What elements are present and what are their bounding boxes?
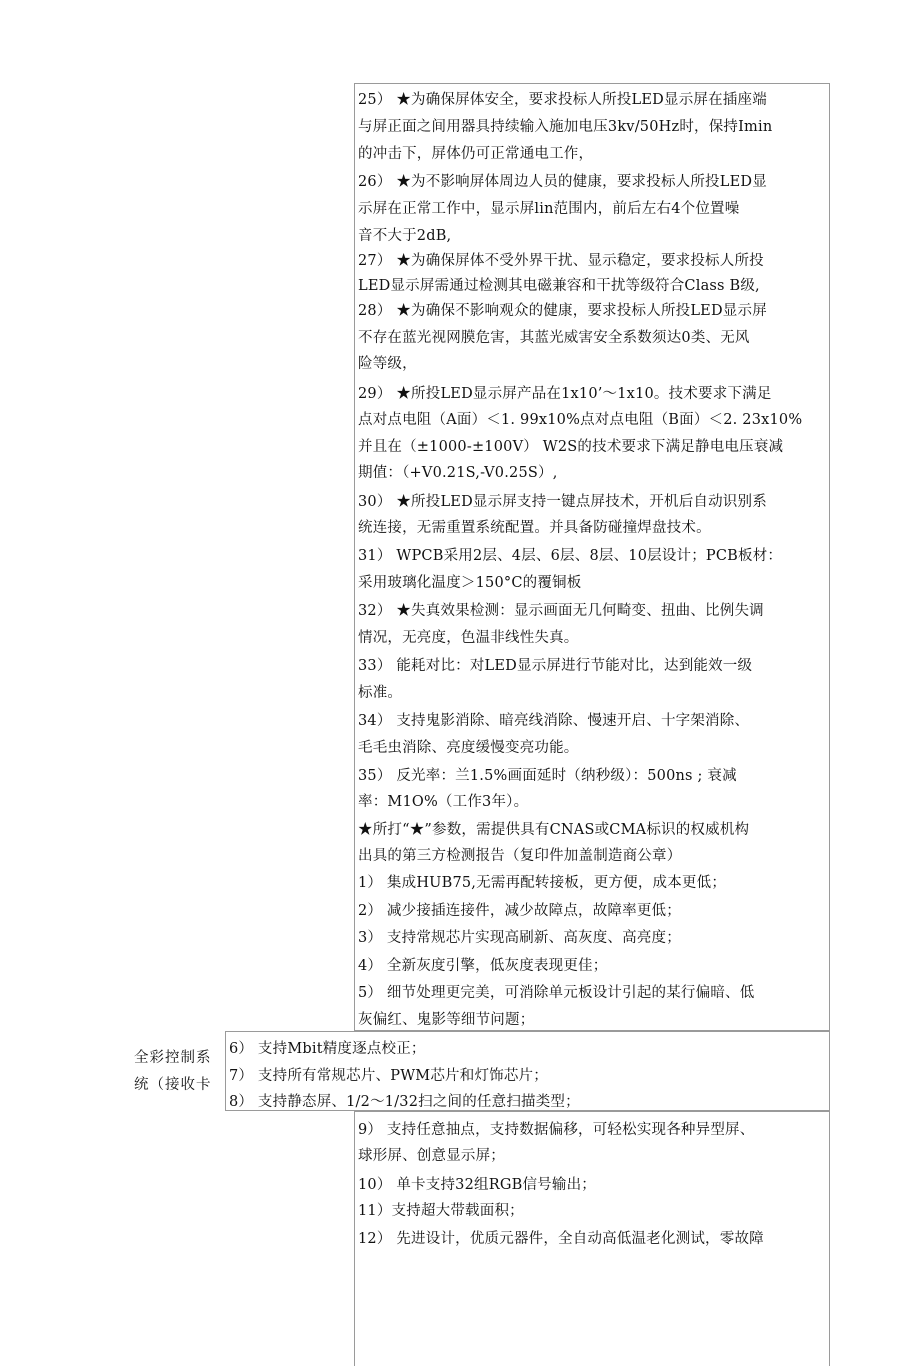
spec-line: 27） ★为确保屏体不受外界干扰、显示稳定，要求投标人所投 <box>358 253 764 269</box>
spec-line: 的冲击下，屏体仍可正常通电工作， <box>358 146 594 162</box>
spec-line: 32） ★失真效果检测：显示画面无几何畸变、扭曲、比例失调 <box>358 603 764 619</box>
spec-line: 情况，无亮度，色温非线性失真。 <box>358 630 579 646</box>
spec-line: 音不大于2dB, <box>358 228 452 244</box>
spec-line: 31） WPCB采用2层、4层、6层、8层、10层设计；PCB板材： <box>358 548 783 564</box>
spec-line: LED显示屏需通过检测其电磁兼容和干扰等级符合Class B级, <box>358 278 760 294</box>
spec-line: 采用玻璃化温度＞150°C的覆铜板 <box>358 575 582 591</box>
spec-line: 34） 支持鬼影消除、暗亮线消除、慢速开启、十字架消除、 <box>358 713 750 729</box>
spec-line: 11）支持超大带载面积； <box>358 1203 524 1219</box>
spec-line: 标准。 <box>358 685 403 701</box>
row-label-line-2: 统（接收卡 <box>134 1077 212 1093</box>
row-label-line-1: 全彩控制系 <box>134 1050 212 1066</box>
spec-line: 1） 集成HUB75,无需再配转接板，更方便，成本更低； <box>358 875 727 891</box>
spec-line: 12） 先进设计，优质元器件，全自动高低温老化测试，零故障 <box>358 1231 764 1247</box>
spec-line: 28） ★为确保不影响观众的健康，要求投标人所投LED显示屏 <box>358 303 767 319</box>
spec-line: 25） ★为确保屏体安全，要求投标人所投LED显示屏在插座端 <box>358 92 767 108</box>
spec-line: 9） 支持任意抽点，支持数据偏移，可轻松实现各种异型屏、 <box>358 1122 755 1138</box>
spec-line: 毛毛虫消除、亮度缓慢变亮功能。 <box>358 740 579 756</box>
spec-line: 5） 细节处理更完美，可消除单元板设计引起的某行偏暗、低 <box>358 985 755 1001</box>
spec-line: 期值：（+V0.21S,-V0.25S）, <box>358 465 558 481</box>
spec-line: 2） 减少接插连接件，减少故障点，故障率更低； <box>358 903 681 919</box>
spec-line: 10） 单卡支持32组RGB信号输出； <box>358 1177 596 1193</box>
spec-line: 险等级， <box>358 356 417 372</box>
spec-line: 3） 支持常规芯片实现高刷新、高灰度、高亮度； <box>358 930 681 946</box>
spec-line: 29） ★所投LED显示屏产品在1x10’～1x10。技术要求下满足 <box>358 386 772 402</box>
spec-line: 灰偏红、鬼影等细节问题； <box>358 1012 535 1028</box>
spec-line: 4） 全新灰度引擎，低灰度表现更佳； <box>358 958 608 974</box>
spec-line: 6） 支持Mbit精度逐点校正； <box>229 1041 426 1057</box>
spec-line: 出具的第三方检测报告（复印件加盖制造商公章） <box>358 848 682 864</box>
spec-line: 30） ★所投LED显示屏支持一键点屏技术，开机后自动识别系 <box>358 494 767 510</box>
spec-line: 7） 支持所有常规芯片、PWM芯片和灯饰芯片； <box>229 1068 548 1084</box>
spec-line: 球形屏、创意显示屏； <box>358 1148 505 1164</box>
spec-line: 26） ★为不影响屏体周边人员的健康，要求投标人所投LED显 <box>358 174 767 190</box>
spec-line: 35） 反光率：兰1.5%画面延时（纳秒级）：500ns ; 衰减 <box>358 768 737 784</box>
spec-line: ★所打“★”参数，需提供具有CNAS或CMA标识的权威机构 <box>358 822 750 838</box>
spec-line: 与屏正面之间用器具持续输入施加电压3kv/50Hz时，保持Imin <box>358 119 773 135</box>
spec-line: 示屏在正常工作中，显示屏lin范围内，前后左右4个位置噪 <box>358 201 740 217</box>
spec-line: 率：M1O%（工作3年）。 <box>358 794 529 810</box>
spec-line: 点对点电阻（A面）＜1. 99x10%点对点电阻（B面）＜2. 23x10% <box>358 412 803 428</box>
spec-line: 不存在蓝光视网膜危害，其蓝光威害安全系数须达0类、无风 <box>358 330 750 346</box>
spec-line: 统连接，无需重置系统配置。并具备防碰撞焊盘技术。 <box>358 520 711 536</box>
spec-line: 8） 支持静态屏、1/2～1/32扫之间的任意扫描类型； <box>229 1094 580 1110</box>
spec-line: 33） 能耗对比：对LED显示屏进行节能对比，达到能效一级 <box>358 658 753 674</box>
spec-line: 并且在（±1000-±100V） W2S的技术要求下满足静电电压衰减 <box>358 439 784 455</box>
